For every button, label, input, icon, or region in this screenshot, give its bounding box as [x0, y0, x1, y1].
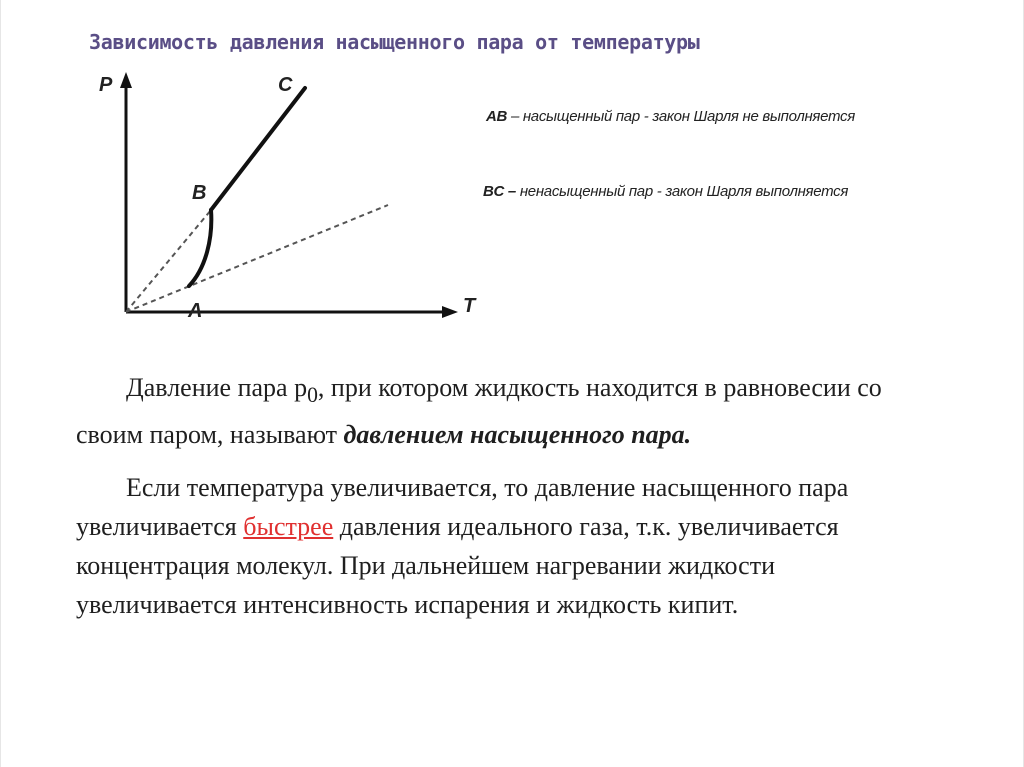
p1-part1: Давление пара р	[126, 373, 308, 402]
axis-y-label: P	[99, 74, 113, 96]
p2-highlight: быстрее	[243, 512, 334, 542]
p1-subscript: 0	[307, 383, 318, 408]
legend-ab	[486, 108, 855, 125]
line-bc	[211, 88, 305, 210]
axis-x-label: T	[463, 295, 476, 317]
legend-bc-key: BC –	[483, 183, 516, 200]
dashed-line-through-a	[126, 205, 388, 312]
p2-part2: давления идеального газа, т.к. увеличивается концентрация молекул. При дальнейшем нагревании жидкости увеличивается интенсивность испарения и жидкость кипит.	[76, 512, 839, 620]
legend-bc-text: ненасыщенный пар - закон Шарля выполняется	[515, 183, 849, 200]
legend-ab-key: AB	[486, 108, 508, 125]
p1-part2: , при котором жидкость находится в равновесии со своим паром, называют	[76, 373, 882, 450]
p2-part1: Если температура увеличивается, то давление насыщенного пара увеличивается	[76, 473, 849, 542]
p1-term: давлением насыщенного пара.	[343, 420, 692, 450]
legend-ab-text: – насыщенный пар - закон Шарля не выполняется	[507, 108, 855, 125]
slide-title: Зависимость давления насыщенного пара от температуры	[89, 30, 700, 54]
paragraph-1	[76, 368, 936, 454]
curve-ab	[189, 210, 211, 286]
body-text	[76, 368, 936, 624]
legend-bc	[483, 183, 848, 200]
x-axis-arrow	[442, 306, 458, 318]
dashed-line-through-b	[126, 210, 211, 312]
paragraph-2	[76, 468, 936, 624]
point-c-label: C	[278, 74, 293, 96]
y-axis-arrow	[120, 72, 132, 88]
point-a-label: A	[188, 300, 203, 322]
point-b-label: B	[192, 182, 207, 204]
